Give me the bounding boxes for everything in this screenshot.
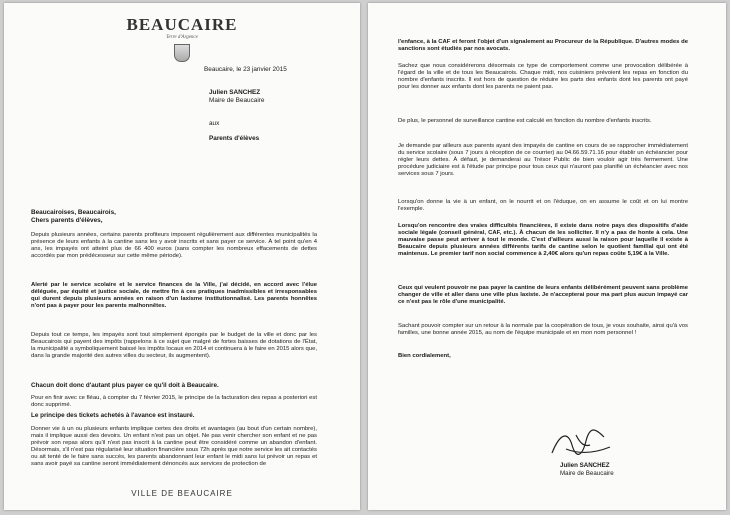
sender-name: Julien SANCHEZ	[209, 89, 261, 96]
recipient: Parents d'élèves	[209, 135, 260, 142]
letter-page-1	[4, 3, 360, 510]
signature-icon	[546, 423, 616, 463]
signer-name: Julien SANCHEZ	[560, 462, 610, 469]
date-line: Beaucaire, le 23 janvier 2015	[204, 66, 287, 73]
paragraph-p2-2: Sachez que nous considérerons désormais ce type de comportement comme une provocation délibérée à l'égard de la ville et de tous les Beaucairois. Chaque midi, nos cuisiniers prévoient les repas en fonction du nombre d'enfants inscrits. Il est hors de question de réduire les parts des enfants dont les parents ont payé pour les donner aux enfants dont les parents ne paient pas.	[398, 63, 688, 90]
footer-city-name: VILLE DE BEAUCAIRE	[131, 489, 233, 498]
signer-title: Maire de Beaucaire	[560, 470, 614, 477]
sender-title: Maire de Beaucaire	[209, 97, 265, 104]
letter-page-2	[368, 3, 726, 510]
paragraph-3: Depuis tout ce temps, les impayés sont tout simplement épongés par le budget de la ville et donc par les Beaucairois qui payent des impôts (rappelons à ce sujet que malgré de fortes baisses de dotations de l'État, la municipalité a symboliquement baissé les impôts locaux en 2014 et continuera à le faire en 2015 alors que, dans la grande majorité des autres villes du secteur, ils augmentent).	[31, 332, 317, 359]
greeting-1: Beaucairoises, Beaucairois,	[31, 209, 116, 216]
city-logo	[4, 15, 360, 62]
paragraph-2: Alerté par le service scolaire et le service finances de la Ville, j'ai décidé, en accord avec l'élue déléguée, par équité et justice sociale, de mettre fin à ces pratiques inadmissibles et irresponsables qui durent depuis plusieurs années en raison d'un laxisme institutionnalisé. Les parents honnêtes n'ont pas à payer pour les parents malhonnêtes.	[31, 282, 317, 309]
paragraph-p2-7: Ceux qui veulent pouvoir ne pas payer la cantine de leurs enfants délibérément peuvent sans problème changer de ville et aller dans une ville plus laxiste. Je n'accepterai pour ma part plus aucun impayé car ce n'est pas le rôle d'une municipalité.	[398, 285, 688, 305]
paragraph-6: Le principe des tickets achetés à l'avance est instauré.	[31, 412, 195, 419]
logo-name: BEAUCAIRE	[126, 15, 238, 34]
recipient-prefix: aux	[209, 120, 220, 127]
paragraph-5: Pour en finir avec ce fléau, à compter du 7 février 2015, le principe de la facturation des repas a posteriori est donc supprimé.	[31, 395, 317, 408]
paragraph-p2-4: Je demande par ailleurs aux parents ayant des impayés de cantine en cours de se rapprocher immédiatement du service scolaire (sous 7 jours à réception de ce courrier) au 04.66.59.71.16 pour établir un échéancier pour régler leurs dettes. À défaut, je demanderai au Trésor Public de bien vouloir agir très fermement. Une procédure judiciaire est à l'étude par principe pour tous ceux qui n'auront pas planifié un échéancier avec nos services sous 7 jours.	[398, 143, 688, 177]
coat-of-arms-icon	[174, 44, 190, 62]
logo-tagline: Terre d'Argence	[166, 35, 198, 40]
greeting-2: Chers parents d'élèves,	[31, 217, 103, 224]
paragraph-7: Donner vie à un ou plusieurs enfants implique certes des droits et avantages (au bout d'un certain nombre), mais il implique aussi des devoirs. Un enfant n'est pas un objet. Ne pas venir chercher son enfant et ne pas prévoir son repas alors qu'il n'est pas inscrit à la cantine peut être considéré comme un abandon d'enfant. Désormais, s'il n'est pas régularisé leur situation financière sous 72h après que notre service les ait contactés ou ait tenté de le faire sans succès, les parents abandonnant leur enfant le midi sans lui prévoir un repas et sans avoir payé sa cantine seront immédiatement dénoncés aux services de protection de	[31, 426, 317, 467]
paragraph-p2-8: Sachant pouvoir compter sur un retour à la normale par la coopération de tous, je vous souhaite, ainsi qu'à vos familles, une bonne année 2015, au nom de l'équipe municipale et en mon nom personnel !	[398, 323, 688, 336]
paragraph-p2-6: Lorsqu'on rencontre des vraies difficultés financières, il existe dans notre pays des dispositifs d'aide sociale légale (conseil général, CAF, etc.). À chacun de les solliciter. Il n'y a pas de honte à cela. Une mauvaise passe peut arriver à tout le monde. C'est d'ailleurs aussi la raison pour laquelle il existe à Beaucaire depuis plusieurs années différents tarifs de cantine selon le quotient familial qui ont été maintenus. Le premier tarif non social commence à 2,40€ alors qu'un repas coûte 5,19€ à la Ville.	[398, 223, 688, 257]
paragraph-p2-3: De plus, le personnel de surveillance cantine est calculé en fonction du nombre d'enfants inscrits.	[398, 118, 652, 124]
closing: Bien cordialement,	[398, 353, 451, 359]
paragraph-1: Depuis plusieurs années, certains parents profiteurs imposent régulièrement aux différentes municipalités la présence de leurs enfants à la cantine sans les y avoir inscrits et sans payer ce service. À tel point qu'en 4 ans, les impayés ont atteint plus de 66 400 euros (sans compter les nombreux effacements de dettes accordés par mon prédécesseur sur cette même période).	[31, 232, 317, 259]
paragraph-p2-1: l'enfance, à la CAF et feront l'objet d'un signalement au Procureur de la République. D'autres modes de sanctions sont étudiés par nos avocats.	[398, 39, 688, 52]
paragraph-4: Chacun doit donc d'autant plus payer ce qu'il doit à Beaucaire.	[31, 382, 219, 389]
paragraph-p2-5: Lorsqu'on donne la vie à un enfant, on le nourrit et on l'éduque, on en assume le coût et on lui montre l'exemple.	[398, 199, 688, 212]
